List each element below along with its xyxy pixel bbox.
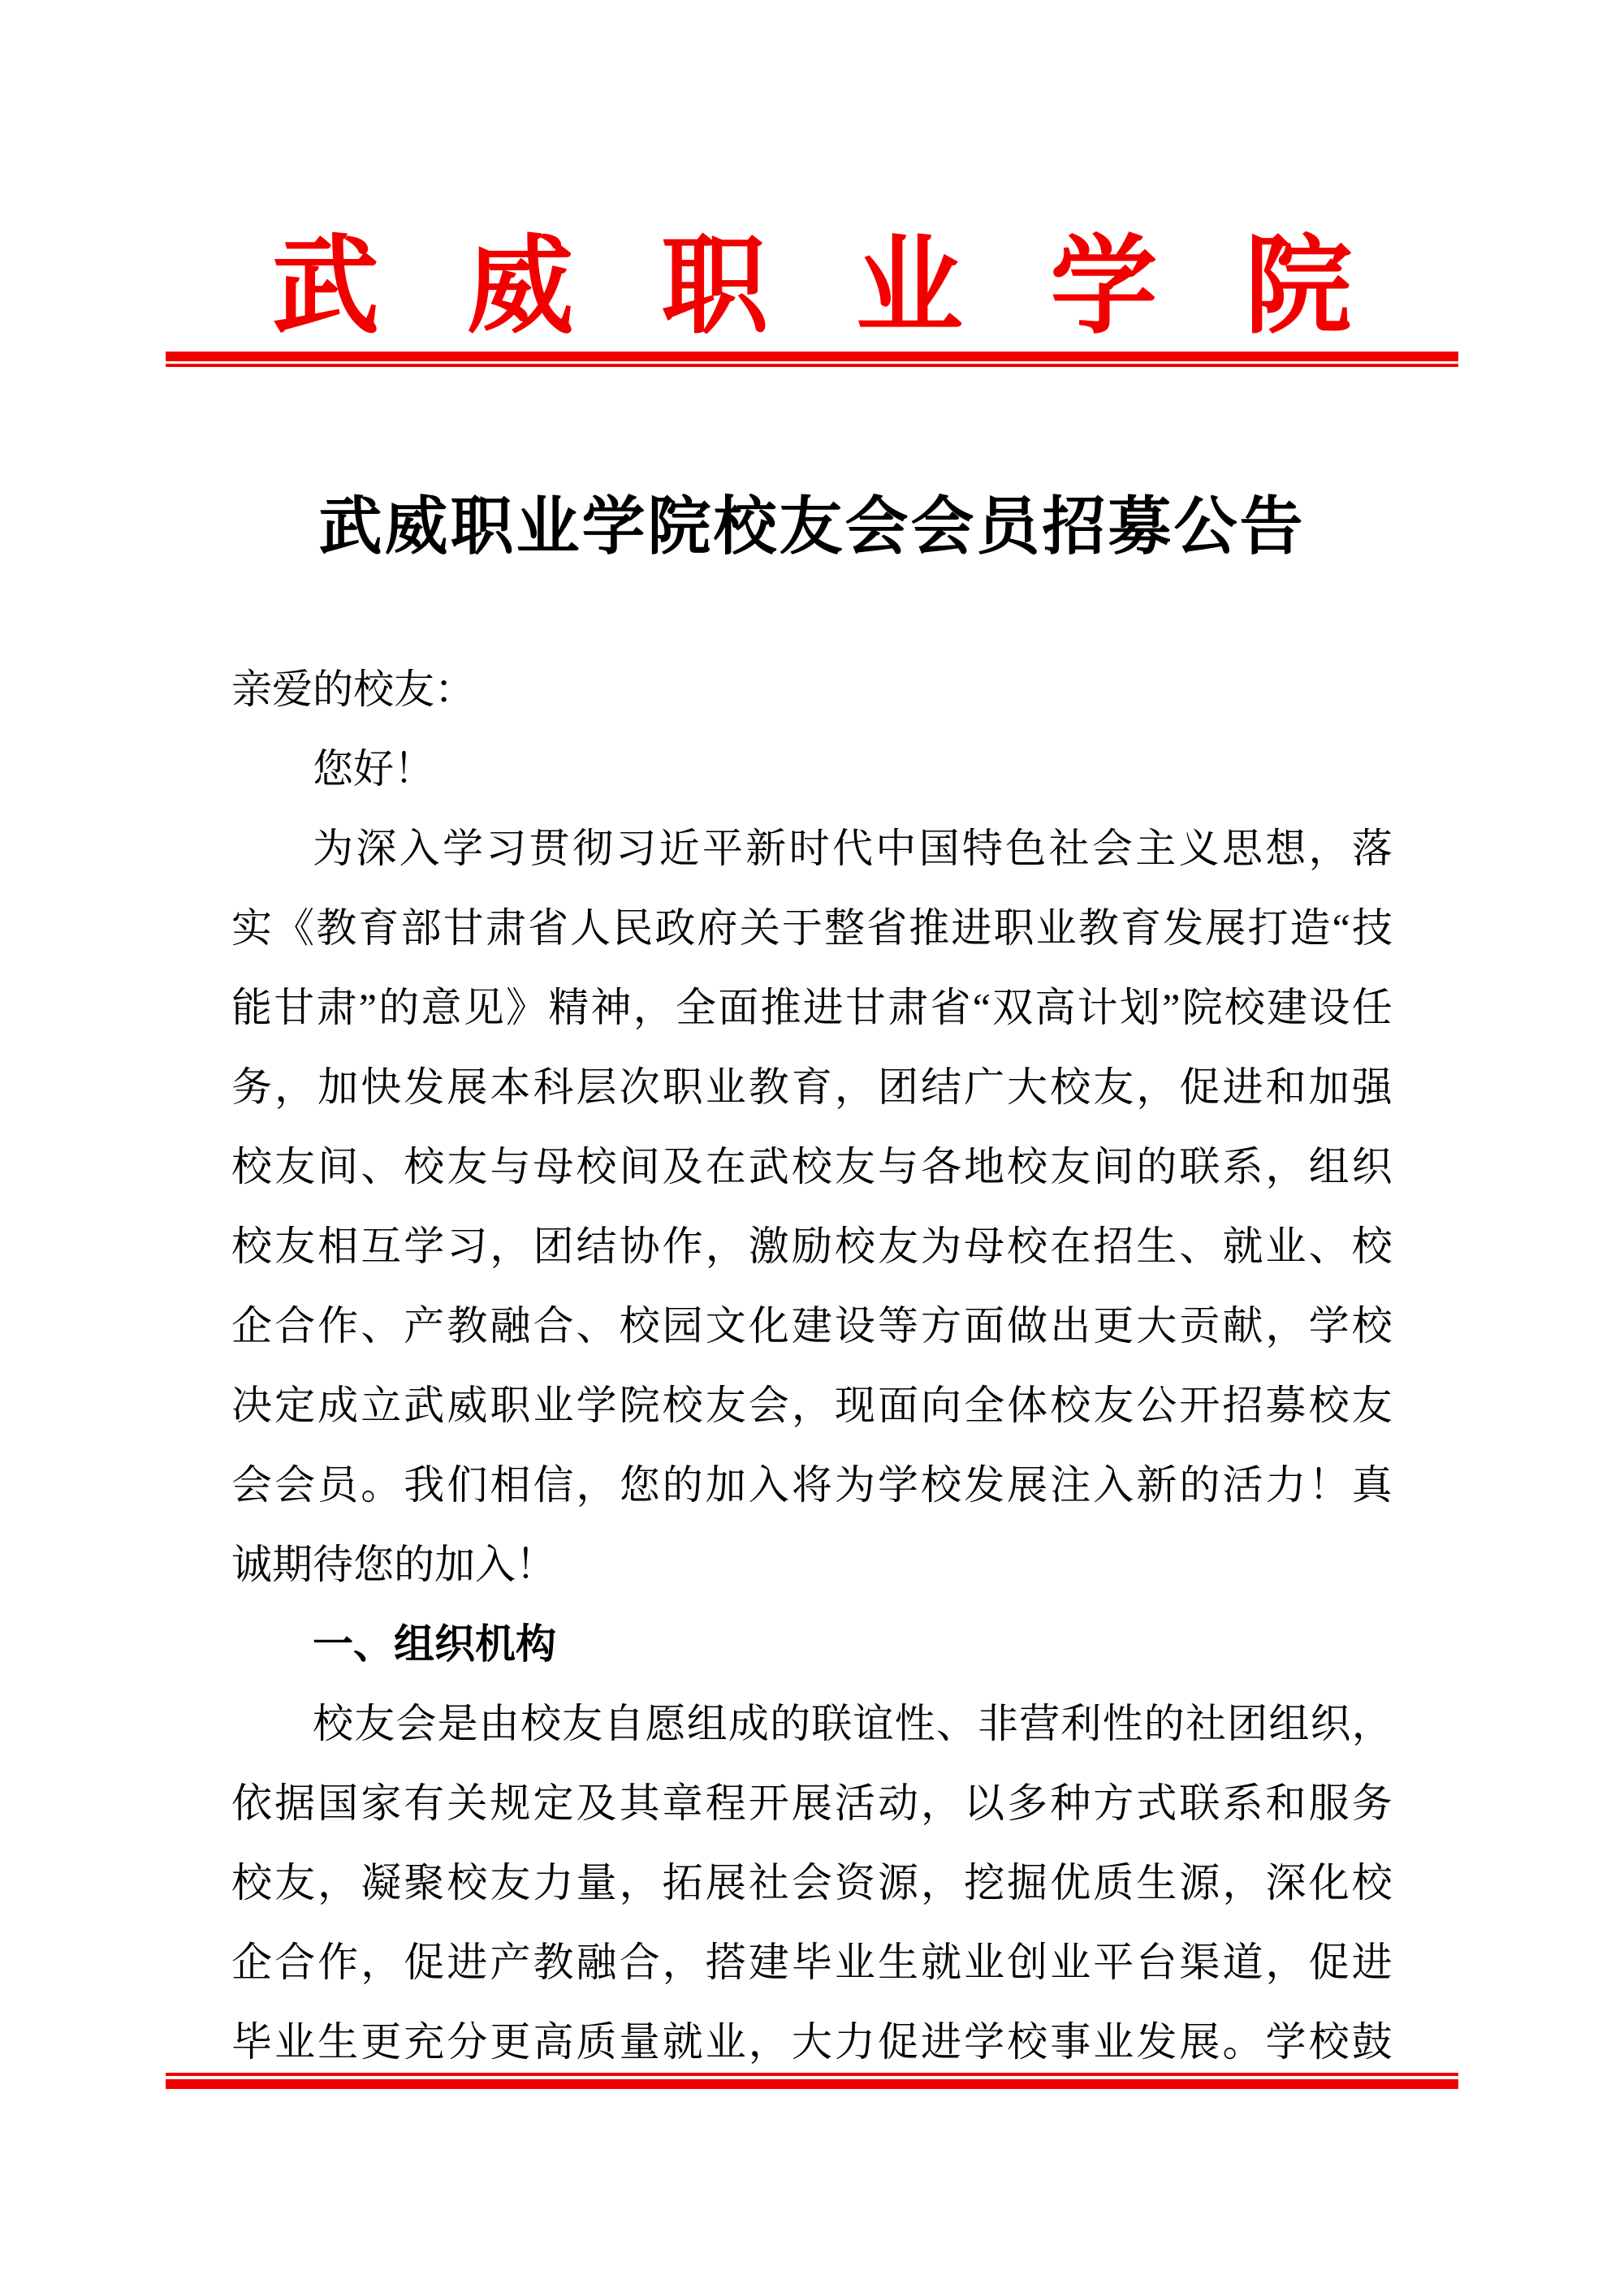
section-heading: 一、组织机构 <box>313 1621 556 1667</box>
paragraph-line: 校 友 间 、 校 友 与 母 校 间 及 在 武 校 友 与 各 地 校 友 间 的 联 系 ， 组 织 <box>231 1144 1393 1189</box>
paragraph-line: 校 友 会 是 由 校 友 自 愿 组 成 的 联 谊 性 、 非 营 利 性 的 社 团 组 织 ， <box>313 1701 1393 1746</box>
greeting: 您好！ <box>313 746 434 792</box>
footer-rule-thick <box>166 2079 1458 2089</box>
paragraph-line: 会 会 员 。 我 们 相 信 ， 您 的 加 入 将 为 学 校 发 展 注 入 新 的 活 力 ！ 真 <box>231 1462 1393 1508</box>
paragraph-line: 实 《 教 育 部 甘 肃 省 人 民 政 府 关 于 整 省 推 进 职 业 教 育 发 展 打 造 “ 技 <box>231 905 1393 951</box>
paragraph-line: 决 定 成 立 武 威 职 业 学 院 校 友 会 ， 现 面 向 全 体 校 友 公 开 招 募 校 友 <box>231 1383 1393 1428</box>
institution-name-character: 学 <box>1050 227 1158 347</box>
paragraph-line: 诚期待您的加入！ <box>231 1542 556 1587</box>
paragraph-line: 校 友 相 互 学 习 ， 团 结 协 作 ， 激 励 校 友 为 母 校 在 招 生 、 就 业 、 校 <box>231 1224 1393 1269</box>
header-rule-thin <box>166 364 1458 367</box>
institution-name-character: 威 <box>466 227 574 347</box>
paragraph-line: 为 深 入 学 习 贯 彻 习 近 平 新 时 代 中 国 特 色 社 会 主 义 思 想 ， 落 <box>313 826 1393 871</box>
header-rule-thick <box>166 352 1458 361</box>
institution-name-header <box>272 227 1352 347</box>
institution-name-character: 院 <box>1244 227 1352 347</box>
institution-name-character: 职 <box>661 227 769 347</box>
document-title: 武威职业学院校友会会员招募公告 <box>318 491 1306 562</box>
paragraph-line: 务 ， 加 快 发 展 本 科 层 次 职 业 教 育 ， 团 结 广 大 校 友 ， 促 进 和 加 强 <box>231 1064 1393 1110</box>
salutation: 亲爱的校友： <box>231 667 475 712</box>
paragraph-line: 依 据 国 家 有 关 规 定 及 其 章 程 开 展 活 动 ， 以 多 种 方 式 联 系 和 服 务 <box>231 1780 1393 1826</box>
paragraph-line: 毕 业 生 更 充 分 更 高 质 量 就 业 ， 大 力 促 进 学 校 事 业 发 展 。 学 校 鼓 <box>231 2019 1393 2065</box>
paragraph-line: 能 甘 肃 ” 的 意 见 》 精 神 ， 全 面 推 进 甘 肃 省 “ 双 高 计 划 ” 院 校 建 设 任 <box>231 985 1393 1030</box>
paragraph-line: 校 友 ， 凝 聚 校 友 力 量 ， 拓 展 社 会 资 源 ， 挖 掘 优 质 生 源 ， 深 化 校 <box>231 1860 1393 1905</box>
footer-rule-thin <box>166 2073 1458 2076</box>
institution-name-character: 武 <box>272 227 379 347</box>
document-body <box>231 650 1393 2082</box>
paragraph-line: 企 合 作 、 产 教 融 合 、 校 园 文 化 建 设 等 方 面 做 出 更 大 贡 献 ， 学 校 <box>231 1303 1393 1349</box>
paragraph-line: 企 合 作 ， 促 进 产 教 融 合 ， 搭 建 毕 业 生 就 业 创 业 平 台 渠 道 ， 促 进 <box>231 1940 1393 1985</box>
institution-name-character: 业 <box>855 227 963 347</box>
